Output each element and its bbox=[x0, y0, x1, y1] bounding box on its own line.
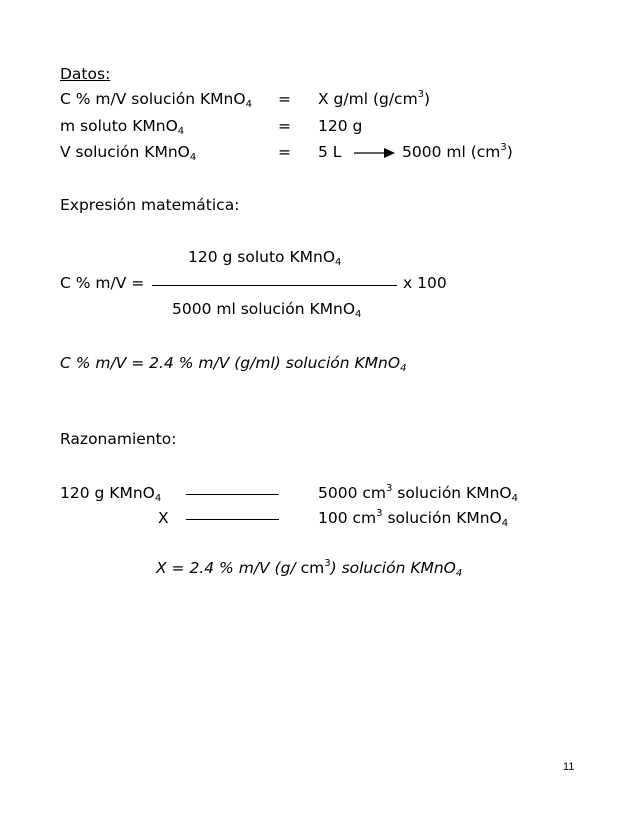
datos-heading: Datos: bbox=[60, 65, 111, 83]
fraction-denominator: 5000 ml solución KMnO$_4$ bbox=[172, 300, 362, 320]
expresion-heading: Expresión matemática: bbox=[60, 196, 240, 214]
fraction-numerator: 120 g soluto KMnO$_4$ bbox=[188, 248, 342, 268]
datos-row-concentration-eq: = bbox=[278, 90, 291, 108]
datos-row-concentration-value: X g/ml $(g/cm^3)$ bbox=[318, 89, 431, 108]
razonamiento-row1-right: 5000 $cm^3$ solución KMnO$_4$ bbox=[318, 483, 518, 504]
razonamiento-row2-right: 100 $cm^3$ solución KMnO$_4$ bbox=[318, 508, 509, 529]
datos-row-mass-label: m soluto KMnO$_4$ bbox=[60, 117, 185, 137]
fraction-factor: x 100 bbox=[403, 274, 447, 292]
razonamiento-row2-line bbox=[186, 519, 279, 520]
datos-row-volume-value: 5 L bbox=[318, 143, 342, 161]
arrow-right-icon bbox=[354, 147, 396, 159]
razonamiento-row1-left: 120 g KMnO$_4$ bbox=[60, 484, 162, 504]
expresion-result: C % m/V = 2.4 % m/V (g/ml) solución KMnO$_4$ bbox=[60, 354, 407, 374]
datos-row-volume-label: V solución KMnO$_4$ bbox=[60, 143, 197, 163]
razonamiento-row2-left: X bbox=[158, 509, 169, 527]
razonamiento-final-result: X = 2.4 % m/V (g/ $cm^3$) solución KMnO$_4$ bbox=[156, 558, 463, 579]
datos-row-mass-value: 120 g bbox=[318, 117, 363, 135]
fraction-lhs: C % m/V = bbox=[60, 274, 145, 292]
datos-row-volume-eq: = bbox=[278, 143, 291, 161]
datos-row-concentration-label: C % m/V solución KMnO$_4$ bbox=[60, 90, 252, 110]
datos-row-volume-converted: 5000 ml $(cm^3)$ bbox=[402, 142, 513, 161]
fraction-bar bbox=[152, 285, 397, 286]
page-number: 11 bbox=[563, 761, 575, 773]
datos-row-mass-eq: = bbox=[278, 117, 291, 135]
razonamiento-row1-line bbox=[186, 494, 279, 495]
razonamiento-heading: Razonamiento: bbox=[60, 430, 177, 448]
